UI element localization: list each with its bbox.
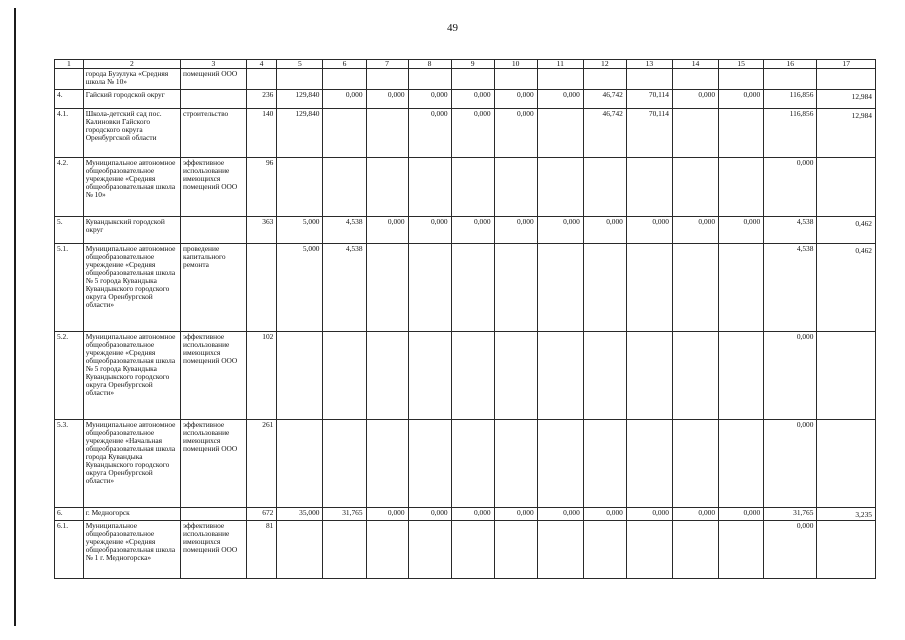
table-row bbox=[55, 508, 876, 521]
table-cell bbox=[583, 521, 626, 579]
table-cell bbox=[537, 521, 583, 579]
table-cell: 261 bbox=[246, 420, 277, 508]
column-header: 14 bbox=[672, 60, 718, 69]
table-cell: 70,114 bbox=[626, 109, 672, 158]
table-cell bbox=[764, 69, 817, 90]
column-header: 6 bbox=[323, 60, 366, 69]
table-cell: эффективное использование имеющихся помещений ООО bbox=[181, 158, 247, 217]
table-cell bbox=[246, 69, 277, 90]
table-cell bbox=[366, 158, 408, 217]
table-cell bbox=[323, 158, 366, 217]
table-cell: 0,000 bbox=[583, 508, 626, 521]
table-cell bbox=[366, 244, 408, 332]
table-cell: 0,000 bbox=[494, 217, 537, 244]
table-cell: 0,000 bbox=[494, 109, 537, 158]
table-cell bbox=[366, 521, 408, 579]
table-cell: 0,000 bbox=[719, 90, 764, 109]
table-cell bbox=[494, 69, 537, 90]
table-cell bbox=[537, 109, 583, 158]
table-cell: 0,000 bbox=[537, 217, 583, 244]
table-cell: 0,000 bbox=[764, 332, 817, 420]
table-cell bbox=[719, 521, 764, 579]
table-cell bbox=[408, 420, 451, 508]
page-left-bar bbox=[14, 8, 16, 626]
table-cell: 0,000 bbox=[764, 158, 817, 217]
table-cell: 363 bbox=[246, 217, 277, 244]
table-row bbox=[55, 244, 876, 332]
table-cell: 116,856 bbox=[764, 90, 817, 109]
table-cell bbox=[408, 244, 451, 332]
table-cell: 0,000 bbox=[366, 508, 408, 521]
table-cell: 129,840 bbox=[277, 90, 323, 109]
table-cell: 0,000 bbox=[366, 90, 408, 109]
table-cell bbox=[719, 109, 764, 158]
table-cell bbox=[719, 420, 764, 508]
table-row bbox=[55, 69, 876, 90]
table-cell bbox=[672, 521, 718, 579]
column-header: 11 bbox=[537, 60, 583, 69]
table-cell: 0,000 bbox=[451, 217, 494, 244]
table-cell bbox=[366, 69, 408, 90]
table-cell bbox=[626, 244, 672, 332]
table-cell bbox=[277, 332, 323, 420]
table-cell bbox=[408, 332, 451, 420]
table-cell: Муниципальное общеобразовательное учреждение «Средняя общеобразовательная школа № 1 г. Медногорска» bbox=[83, 521, 180, 579]
table-cell bbox=[451, 420, 494, 508]
table-cell bbox=[277, 69, 323, 90]
page-number: 49 bbox=[447, 22, 458, 34]
table-cell: строительство bbox=[181, 109, 247, 158]
table-cell: 5. bbox=[55, 217, 84, 244]
table-cell: 5,000 bbox=[277, 217, 323, 244]
table-cell bbox=[181, 508, 247, 521]
table-cell: 0,000 bbox=[626, 217, 672, 244]
table-cell: 81 bbox=[246, 521, 277, 579]
table-cell: 0,000 bbox=[323, 90, 366, 109]
column-header: 2 bbox=[83, 60, 180, 69]
table-cell: 96 bbox=[246, 158, 277, 217]
table-cell: 12,984 bbox=[817, 90, 876, 109]
table-cell bbox=[181, 90, 247, 109]
column-header: 12 bbox=[583, 60, 626, 69]
table-cell bbox=[246, 244, 277, 332]
table-cell: 31,765 bbox=[323, 508, 366, 521]
table-cell: 0,000 bbox=[366, 217, 408, 244]
column-header: 3 bbox=[181, 60, 247, 69]
table-cell bbox=[451, 244, 494, 332]
table-cell bbox=[451, 158, 494, 217]
table-cell: помещений ООО bbox=[181, 69, 247, 90]
table-cell bbox=[494, 158, 537, 217]
table-cell: 0,000 bbox=[672, 90, 718, 109]
table-cell: 5.1. bbox=[55, 244, 84, 332]
table-cell: 0,462 bbox=[817, 244, 876, 332]
table-cell: 672 bbox=[246, 508, 277, 521]
table-cell bbox=[672, 109, 718, 158]
table-row bbox=[55, 109, 876, 158]
table-cell bbox=[408, 158, 451, 217]
table-cell: 0,462 bbox=[817, 217, 876, 244]
table-cell: 0,000 bbox=[672, 508, 718, 521]
table-header-row bbox=[55, 60, 876, 69]
column-header: 8 bbox=[408, 60, 451, 69]
table-cell bbox=[277, 158, 323, 217]
table-cell: 0,000 bbox=[764, 420, 817, 508]
table-cell: 35,000 bbox=[277, 508, 323, 521]
table-cell: 0,000 bbox=[719, 508, 764, 521]
table-cell bbox=[672, 332, 718, 420]
table-cell bbox=[626, 69, 672, 90]
table-cell bbox=[181, 217, 247, 244]
table-cell bbox=[672, 244, 718, 332]
table-cell bbox=[451, 69, 494, 90]
table-cell: Муниципальное автономное общеобразовательное учреждение «Средняя общеобразовательная школа № 5 города Кувандыка Кувандыкского городского округа Оренбургской области» bbox=[83, 332, 180, 420]
table-row bbox=[55, 521, 876, 579]
table-cell bbox=[323, 521, 366, 579]
table-cell bbox=[451, 332, 494, 420]
table-cell: 0,000 bbox=[494, 508, 537, 521]
table-row bbox=[55, 420, 876, 508]
table-cell bbox=[323, 109, 366, 158]
column-header: 7 bbox=[366, 60, 408, 69]
table-cell bbox=[366, 420, 408, 508]
table-cell: 0,000 bbox=[408, 508, 451, 521]
table-cell bbox=[719, 69, 764, 90]
table-cell: 0,000 bbox=[451, 508, 494, 521]
table-cell: 0,000 bbox=[451, 109, 494, 158]
table-cell: эффективное использование имеющихся помещений ООО bbox=[181, 420, 247, 508]
table-cell bbox=[408, 69, 451, 90]
table-cell bbox=[537, 332, 583, 420]
table-cell: города Бузулука «Средняя школа № 10» bbox=[83, 69, 180, 90]
table-body bbox=[55, 60, 876, 579]
table-cell: 4.1. bbox=[55, 109, 84, 158]
table-cell bbox=[817, 332, 876, 420]
table-cell bbox=[537, 420, 583, 508]
table-cell bbox=[817, 521, 876, 579]
column-header: 16 bbox=[764, 60, 817, 69]
column-header: 1 bbox=[55, 60, 84, 69]
table-cell bbox=[817, 158, 876, 217]
table-cell bbox=[719, 244, 764, 332]
table-cell: 70,114 bbox=[626, 90, 672, 109]
column-header: 4 bbox=[246, 60, 277, 69]
table-cell bbox=[583, 332, 626, 420]
table-cell: 4,538 bbox=[764, 217, 817, 244]
table-cell: Школа-детский сад пос. Калиновки Гайского городского округа Оренбургской области bbox=[83, 109, 180, 158]
table-cell bbox=[323, 420, 366, 508]
table-cell bbox=[817, 69, 876, 90]
table-cell: 0,000 bbox=[537, 508, 583, 521]
table-cell: Муниципальное автономное общеобразовательное учреждение «Начальная общеобразовательная школа города Кувандыка Кувандыкского городского округа Оренбургской области» bbox=[83, 420, 180, 508]
column-header: 17 bbox=[817, 60, 876, 69]
table-cell bbox=[626, 332, 672, 420]
table-cell: 46,742 bbox=[583, 109, 626, 158]
table-cell: 6. bbox=[55, 508, 84, 521]
table-cell: Кувандыкский городской округ bbox=[83, 217, 180, 244]
table-cell bbox=[672, 158, 718, 217]
table-cell bbox=[672, 420, 718, 508]
table-cell: 4.2. bbox=[55, 158, 84, 217]
table-cell: 5.2. bbox=[55, 332, 84, 420]
table-cell: 0,000 bbox=[451, 90, 494, 109]
table-cell: 31,765 bbox=[764, 508, 817, 521]
table-cell: 0,000 bbox=[764, 521, 817, 579]
table-cell bbox=[366, 109, 408, 158]
table-cell bbox=[583, 420, 626, 508]
table-row bbox=[55, 217, 876, 244]
table-cell: 4. bbox=[55, 90, 84, 109]
table-cell: 46,742 bbox=[583, 90, 626, 109]
table-cell: 0,000 bbox=[408, 90, 451, 109]
table-cell: Гайский городской округ bbox=[83, 90, 180, 109]
table-cell bbox=[672, 69, 718, 90]
table-cell bbox=[366, 332, 408, 420]
column-header: 15 bbox=[719, 60, 764, 69]
table-cell bbox=[408, 521, 451, 579]
table-cell: 4,538 bbox=[323, 244, 366, 332]
table-cell bbox=[494, 521, 537, 579]
table-cell: 0,000 bbox=[494, 90, 537, 109]
table-cell: проведение капитального ремонта bbox=[181, 244, 247, 332]
table-cell bbox=[537, 158, 583, 217]
table-cell bbox=[583, 244, 626, 332]
table-cell bbox=[626, 521, 672, 579]
table-cell bbox=[494, 244, 537, 332]
table-cell: 0,000 bbox=[672, 217, 718, 244]
column-header: 9 bbox=[451, 60, 494, 69]
table-cell: 236 bbox=[246, 90, 277, 109]
table-cell: 0,000 bbox=[719, 217, 764, 244]
table-cell: эффективное использование имеющихся помещений ООО bbox=[181, 332, 247, 420]
table-cell bbox=[817, 420, 876, 508]
table-cell bbox=[55, 69, 84, 90]
table-cell bbox=[719, 158, 764, 217]
table-row bbox=[55, 90, 876, 109]
table-cell bbox=[277, 420, 323, 508]
table-cell: 3,235 bbox=[817, 508, 876, 521]
table-cell: 140 bbox=[246, 109, 277, 158]
table-cell: 4,538 bbox=[764, 244, 817, 332]
table-cell bbox=[626, 420, 672, 508]
table-cell bbox=[494, 332, 537, 420]
table-cell: 5.3. bbox=[55, 420, 84, 508]
table-cell: 12,984 bbox=[817, 109, 876, 158]
table-cell: г. Медногорск bbox=[83, 508, 180, 521]
table-cell: 0,000 bbox=[583, 217, 626, 244]
table-cell: 6.1. bbox=[55, 521, 84, 579]
table-cell: 5,000 bbox=[277, 244, 323, 332]
table-cell bbox=[323, 332, 366, 420]
table-cell: 4,538 bbox=[323, 217, 366, 244]
table-cell bbox=[626, 158, 672, 217]
table-cell bbox=[583, 69, 626, 90]
table-cell: эффективное использование имеющихся помещений ООО bbox=[181, 521, 247, 579]
table-cell: 0,000 bbox=[537, 90, 583, 109]
table-cell bbox=[451, 521, 494, 579]
table-cell bbox=[719, 332, 764, 420]
table-cell: Муниципальное автономное общеобразовательное учреждение «Средняя общеобразовательная школа № 5 города Кувандыка Кувандыкского городского округа Оренбургской области» bbox=[83, 244, 180, 332]
table-cell bbox=[537, 69, 583, 90]
table-cell bbox=[537, 244, 583, 332]
table-cell: 116,856 bbox=[764, 109, 817, 158]
table-cell bbox=[323, 69, 366, 90]
table-cell: 0,000 bbox=[408, 217, 451, 244]
table-cell bbox=[583, 158, 626, 217]
column-header: 13 bbox=[626, 60, 672, 69]
table-cell bbox=[277, 521, 323, 579]
table-row bbox=[55, 158, 876, 217]
table-cell: 129,840 bbox=[277, 109, 323, 158]
table-cell: 0,000 bbox=[408, 109, 451, 158]
table-cell: Муниципальное автономное общеобразовательное учреждение «Средняя общеобразовательная школа № 10» bbox=[83, 158, 180, 217]
data-table bbox=[54, 59, 876, 579]
table-cell bbox=[494, 420, 537, 508]
table-row bbox=[55, 332, 876, 420]
column-header: 10 bbox=[494, 60, 537, 69]
table-cell: 102 bbox=[246, 332, 277, 420]
column-header: 5 bbox=[277, 60, 323, 69]
table-cell: 0,000 bbox=[626, 508, 672, 521]
